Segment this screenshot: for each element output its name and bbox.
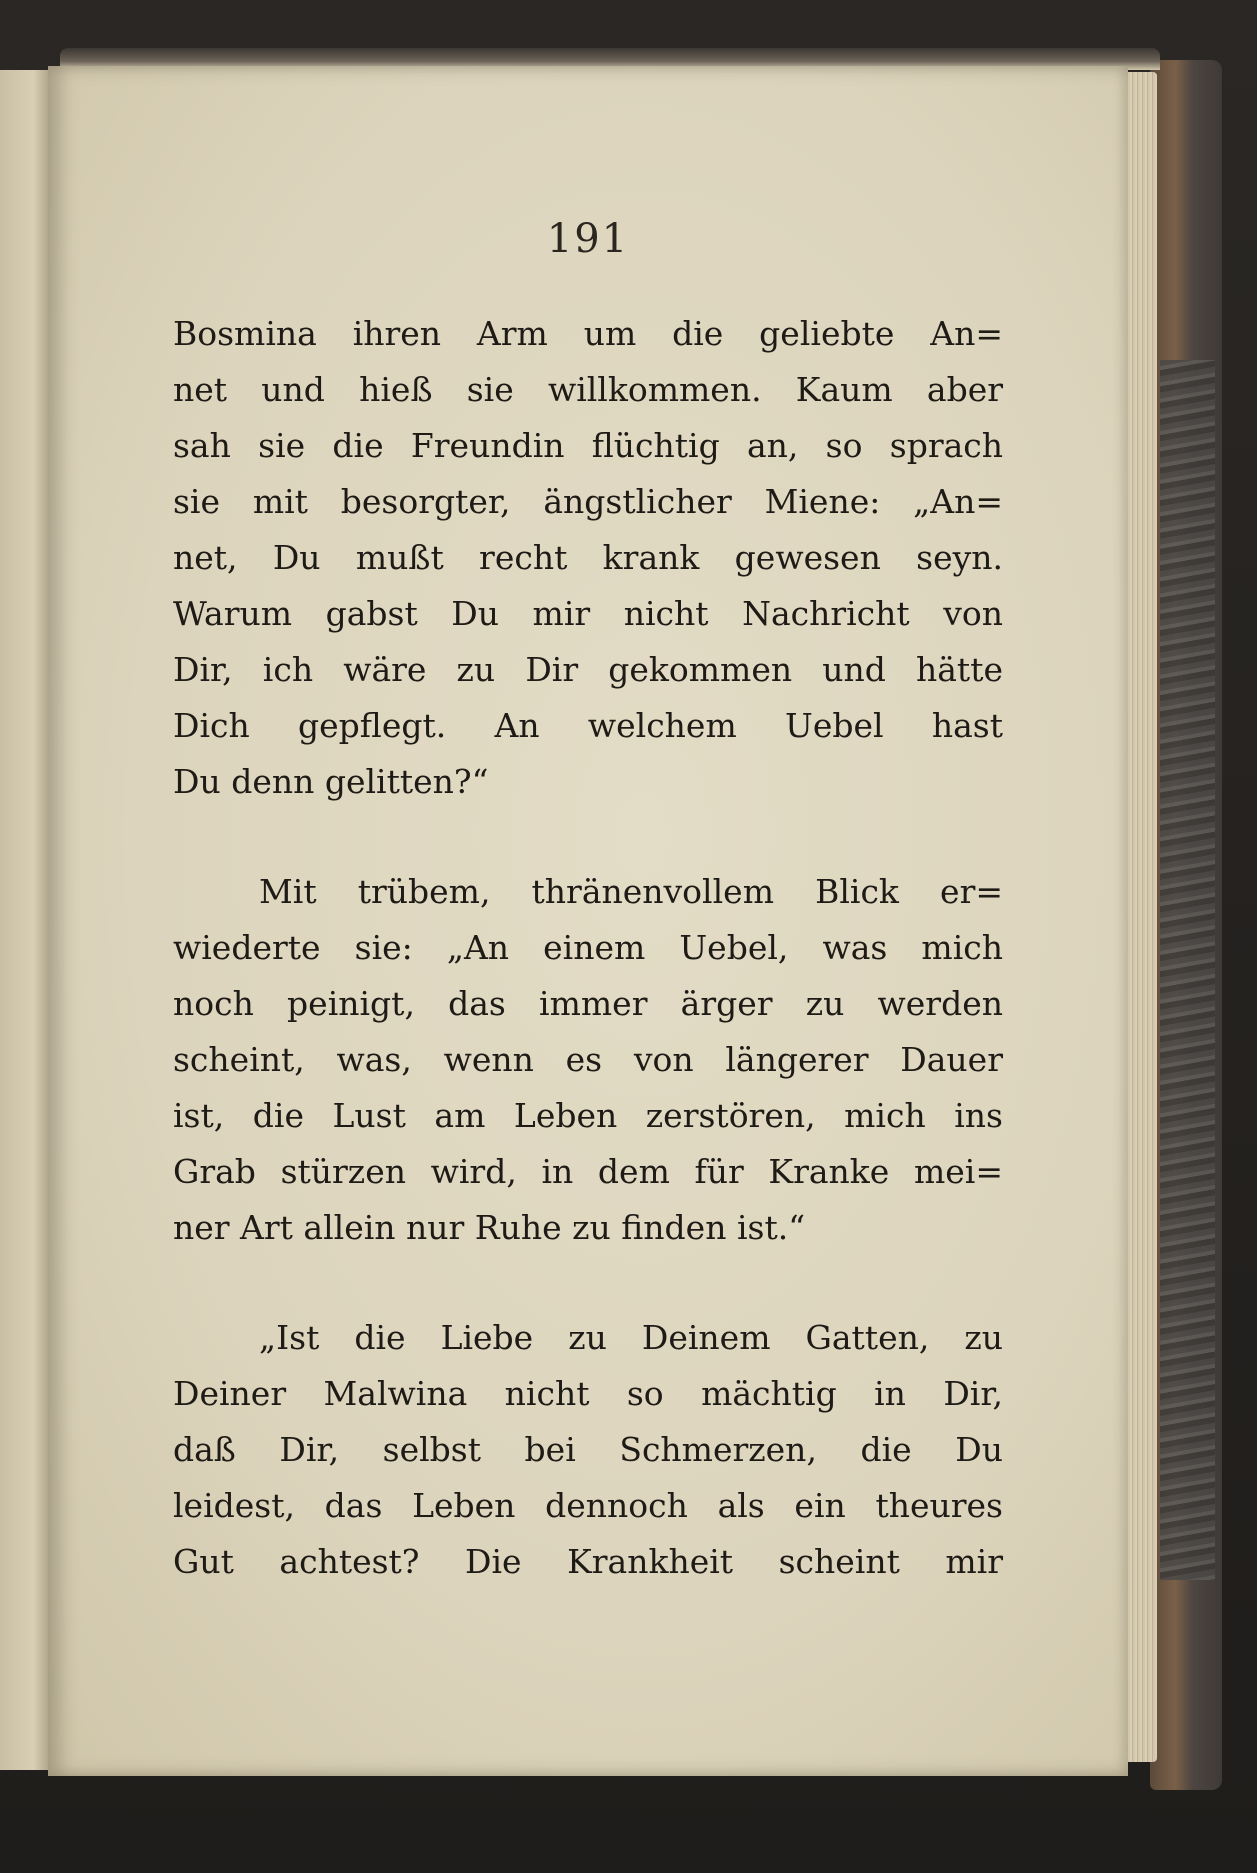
text-line: „Ist die Liebe zu Deinem Gatten, zu — [259, 1318, 1003, 1357]
text-line: Du denn gelitten?“ — [173, 762, 489, 801]
text-line: Grab stürzen wird, in dem für Kranke mei= — [173, 1152, 1003, 1191]
text-line: Gut achtest? Die Krankheit scheint mir — [173, 1542, 1003, 1581]
paragraph-2 — [173, 864, 1003, 1256]
text-line: sah sie die Freundin flüchtig an, so sprach — [173, 426, 1003, 465]
text-line: Deiner Malwina nicht so mächtig in Dir, — [173, 1374, 1003, 1413]
paragraph-1 — [173, 306, 1003, 810]
text-line: Warum gabst Du mir nicht Nachricht von — [173, 594, 1003, 633]
text-line: sie mit besorgter, ängstlicher Miene: „An= — [173, 482, 1003, 521]
text-line: ist, die Lust am Leben zerstören, mich ins — [173, 1096, 1003, 1135]
text-line: Dir, ich wäre zu Dir gekommen und hätte — [173, 650, 1003, 689]
text-line: daß Dir, selbst bei Schmerzen, die Du — [173, 1430, 1003, 1469]
text-line: noch peinigt, das immer ärger zu werden — [173, 984, 1003, 1023]
text-line: net und hieß sie willkommen. Kaum aber — [173, 370, 1003, 409]
text-line: net, Du mußt recht krank gewesen seyn. — [173, 538, 1003, 577]
paragraph-gap — [173, 1256, 1003, 1310]
text-line: Dich gepflegt. An welchem Uebel hast — [173, 706, 1003, 745]
book-page — [48, 66, 1128, 1776]
text-line: Bosmina ihren Arm um die geliebte An= — [173, 314, 1003, 353]
text-line: wiederte sie: „An einem Uebel, was mich — [173, 928, 1003, 967]
marbled-cover-pattern — [1160, 360, 1215, 1580]
paragraph-3 — [173, 1310, 1003, 1590]
text-line: scheint, was, wenn es von längerer Dauer — [173, 1040, 1003, 1079]
body-text — [173, 306, 1003, 1590]
page-number: 191 — [546, 216, 630, 262]
facing-page-sliver — [0, 70, 50, 1770]
text-line: Mit trübem, thränenvollem Blick er= — [259, 872, 1003, 911]
text-line: ner Art allein nur Ruhe zu finden ist.“ — [173, 1208, 806, 1247]
book-cover-edge — [1150, 60, 1222, 1790]
paragraph-gap — [173, 810, 1003, 864]
text-line: leidest, das Leben dennoch als ein theures — [173, 1486, 1003, 1525]
